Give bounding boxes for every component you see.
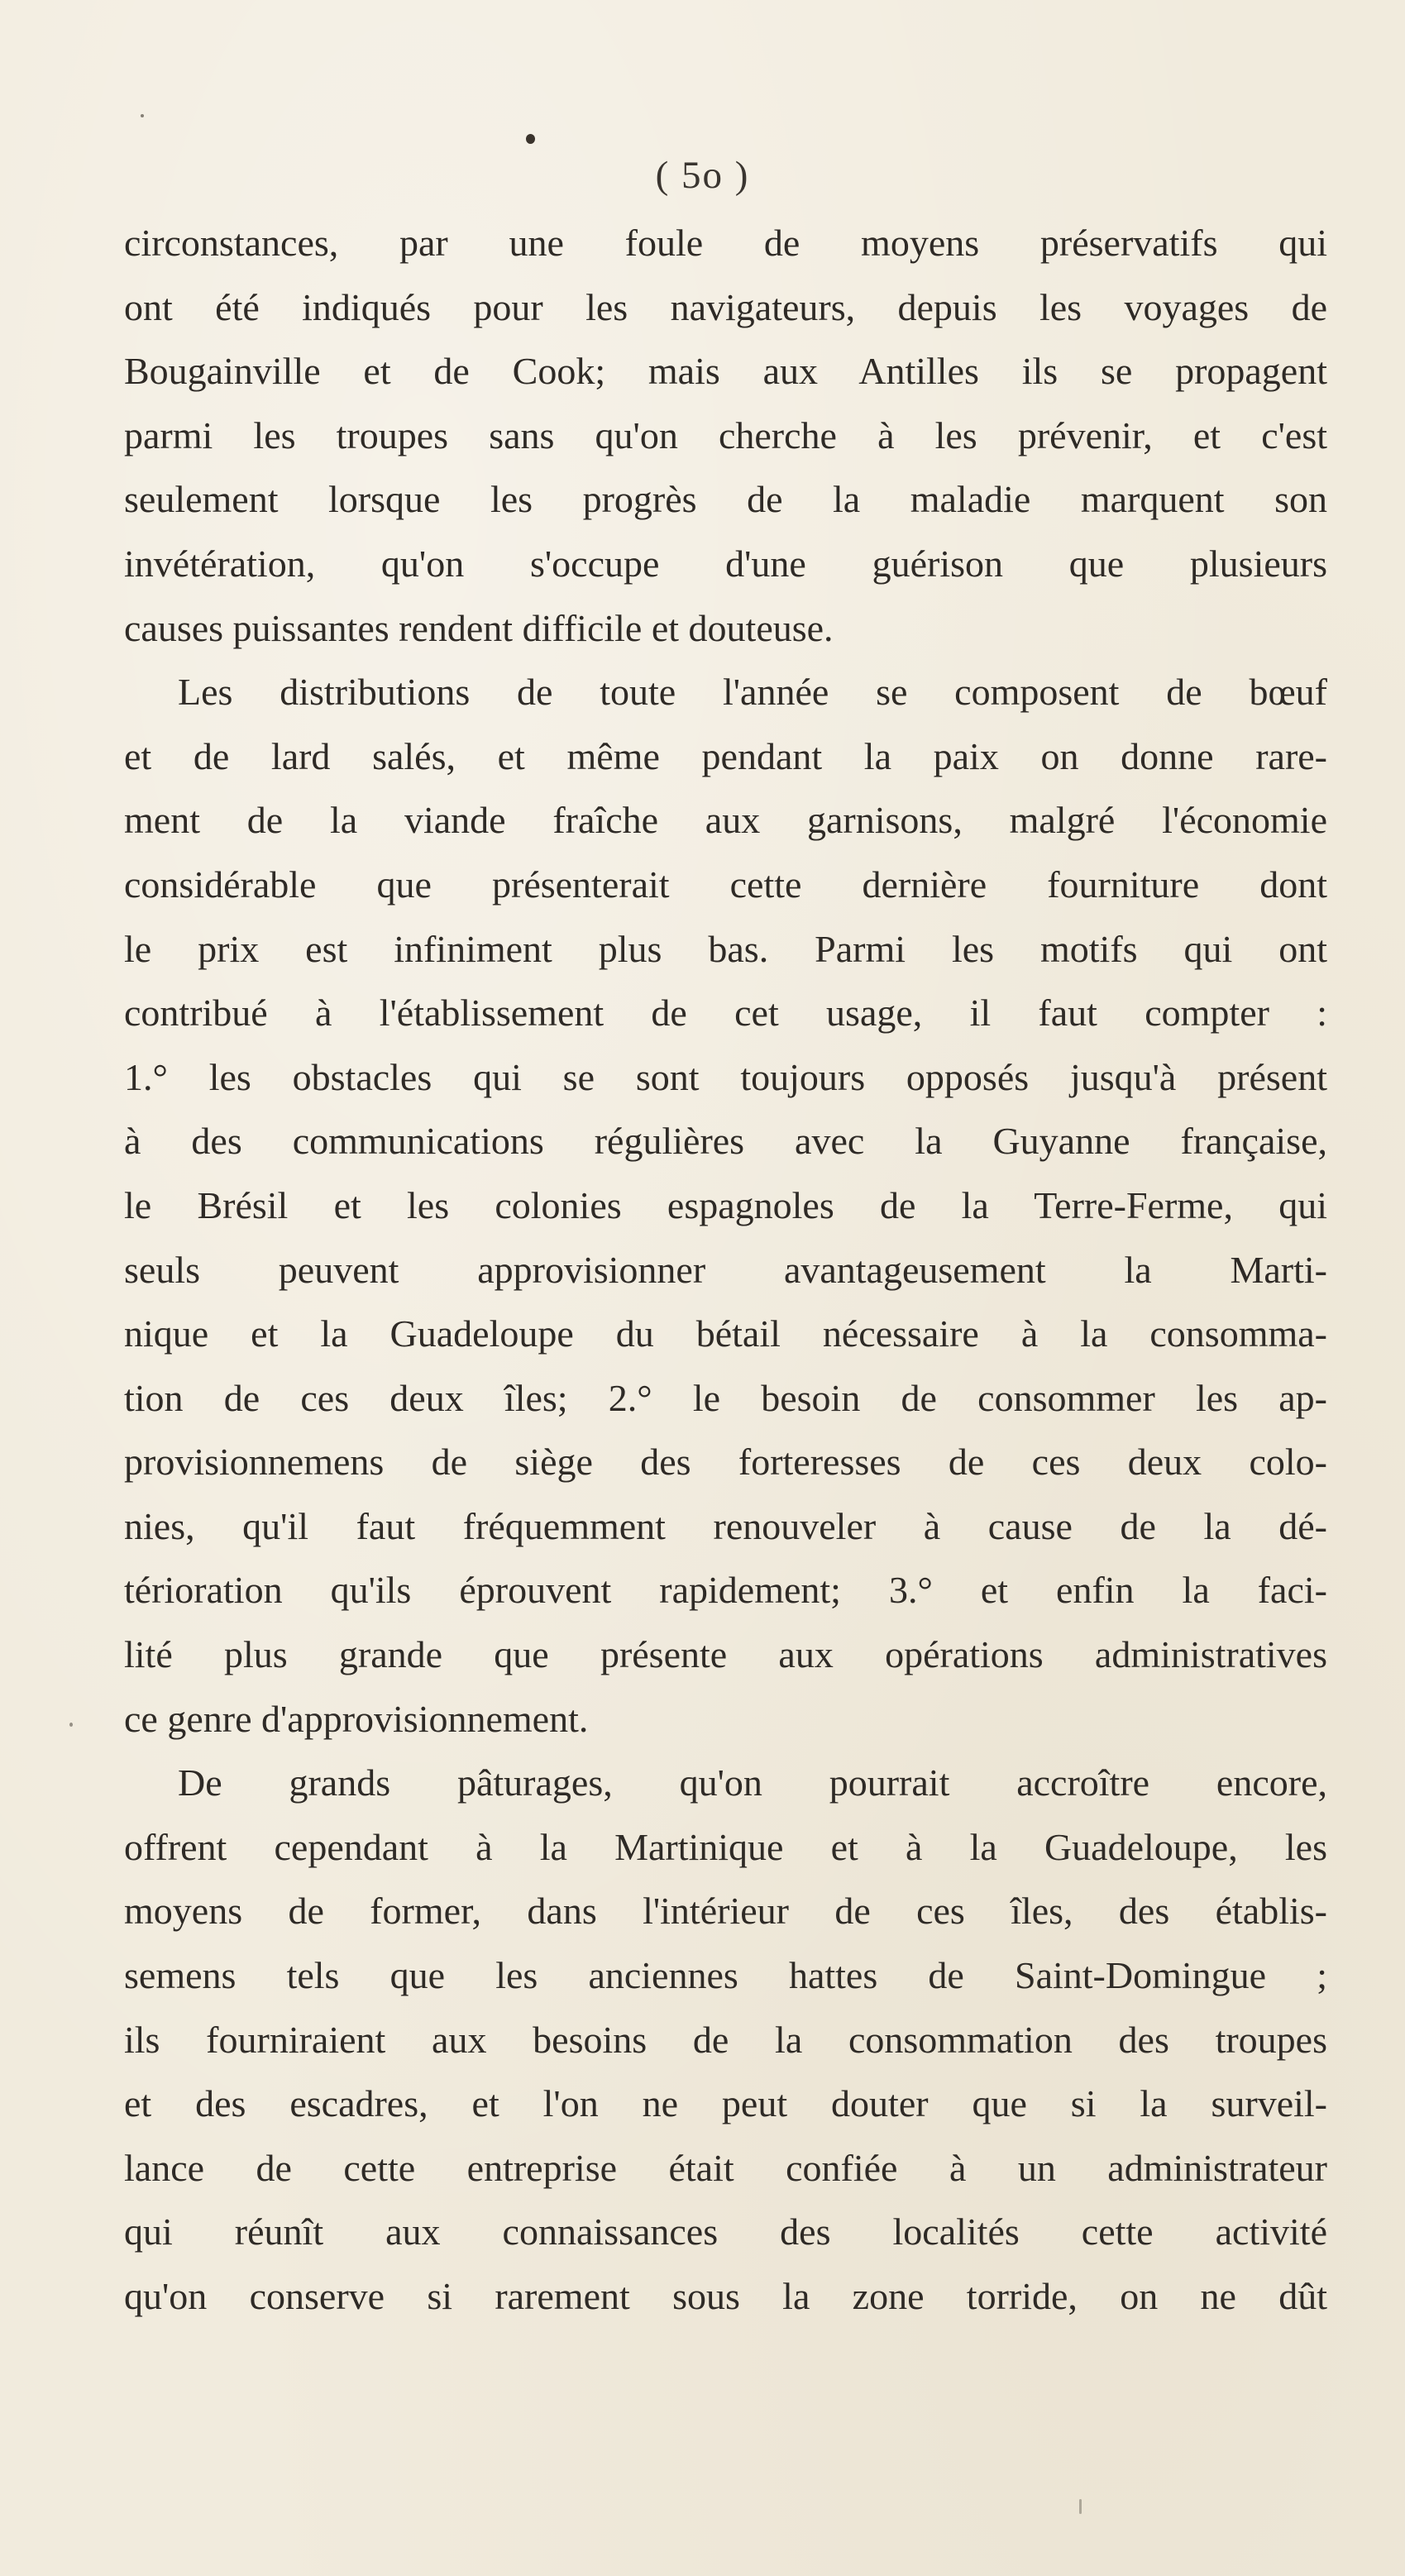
text-line: ment de la viande fraîche aux garnisons, malgré l'économie — [124, 799, 1327, 842]
text-line: nies, qu'il faut fréquemment renouveler à cause de la dé- — [124, 1504, 1327, 1547]
text-line: 1.° les obstacles qui se sont toujours opposés jusqu'à présent — [124, 1055, 1327, 1098]
text-line: contribué à l'établissement de cet usage, il faut compter : — [124, 992, 1327, 1035]
text-line: qui réunît aux connaissances des localités cette activité — [124, 2210, 1327, 2253]
text-line: Bougainville et de Cook; mais aux Antilles ils se propagent — [124, 350, 1327, 393]
text-line: moyens de former, dans l'intérieur de ces îles, des établis- — [124, 1890, 1327, 1933]
text-line: à des communications régulières avec la Guyanne française, — [124, 1120, 1327, 1163]
text-line: le Brésil et les colonies espagnoles de la Terre-Ferme, qui — [124, 1183, 1327, 1226]
text-line: lité plus grande que présente aux opérations administratives — [124, 1633, 1327, 1676]
text-line: Les distributions de toute l'année se composent de bœuf — [178, 671, 1327, 714]
paragraph — [124, 1751, 1327, 2328]
text-line: ils fourniraient aux besoins de la consommation des troupes — [124, 2018, 1327, 2061]
text-line: qu'on conserve si rarement sous la zone torride, on ne dût — [124, 2275, 1327, 2317]
text-line: lance de cette entreprise était confiée à un administrateur — [124, 2146, 1327, 2189]
ink-speck — [141, 114, 144, 117]
text-line: seulement lorsque les progrès de la maladie marquent son — [124, 478, 1327, 521]
text-line: seuls peuvent approvisionner avantageusement la Marti- — [124, 1248, 1327, 1291]
text-line: térioration qu'ils éprouvent rapidement; 3.° et enfin la faci- — [124, 1569, 1327, 1612]
text-line: ce genre d'approvisionnement. — [124, 1697, 589, 1740]
text-line: nique et la Guadeloupe du bétail nécessaire à la consomma- — [124, 1312, 1327, 1355]
text-line: semens tels que les anciennes hattes de Saint-Domingue ; — [124, 1954, 1327, 1997]
ink-speck — [526, 134, 535, 144]
text-line: offrent cependant à la Martinique et à la Guadeloupe, les — [124, 1825, 1327, 1868]
paragraph — [124, 211, 1327, 660]
page-number: ( 5o ) — [655, 154, 750, 197]
text-line: tion de ces deux îles; 2.° le besoin de consommer les ap- — [124, 1376, 1327, 1419]
text-line: invétération, qu'on s'occupe d'une guérison que plusieurs — [124, 542, 1327, 585]
ink-speck — [1079, 2499, 1082, 2514]
text-line: considérable que présenterait cette dernière fourniture dont — [124, 863, 1327, 906]
text-line: provisionnemens de siège des forteresses de ces deux colo- — [124, 1441, 1327, 1484]
text-line: et de lard salés, et même pendant la paix on donne rare- — [124, 734, 1327, 777]
text-line: et des escadres, et l'on ne peut douter que si la surveil- — [124, 2082, 1327, 2125]
ink-speck — [69, 1723, 73, 1727]
text-line: De grands pâturages, qu'on pourrait accroître encore, — [178, 1761, 1327, 1804]
body-text — [124, 211, 1327, 2329]
text-line: circonstances, par une foule de moyens préservatifs qui — [124, 222, 1327, 264]
paragraph — [124, 660, 1327, 1751]
text-line: parmi les troupes sans qu'on cherche à les prévenir, et c'est — [124, 413, 1327, 456]
text-line: causes puissantes rendent difficile et douteuse. — [124, 606, 834, 649]
text-line: le prix est infiniment plus bas. Parmi les motifs qui ont — [124, 927, 1327, 970]
text-line: ont été indiqués pour les navigateurs, depuis les voyages de — [124, 285, 1327, 328]
